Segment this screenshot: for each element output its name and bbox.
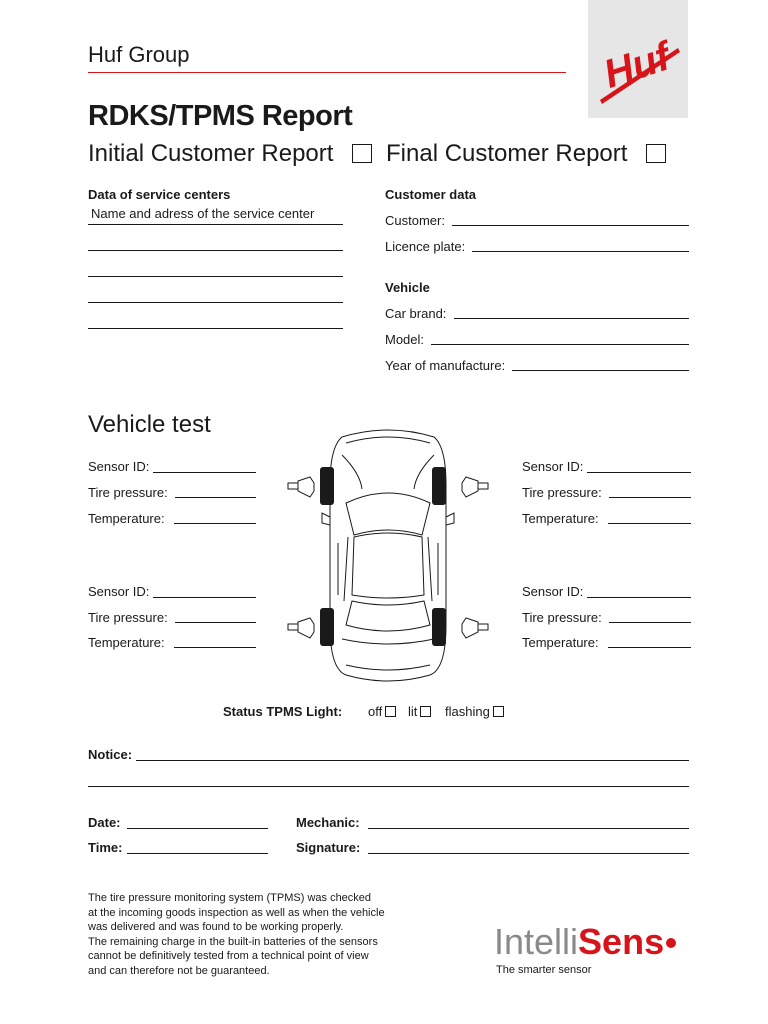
car-brand-label: Car brand: [385, 306, 447, 321]
status-off-option[interactable] [368, 704, 396, 719]
rl-tire-pressure-field[interactable] [175, 622, 256, 623]
rl-temperature-label: Temperature: [88, 635, 165, 650]
fl-temperature-label: Temperature: [88, 511, 165, 526]
date-label: Date: [88, 815, 121, 830]
rl-sensor-id-label: Sensor ID: [88, 584, 150, 599]
fl-temperature-field[interactable] [174, 523, 256, 524]
fl-sensor-id-field[interactable] [153, 472, 256, 473]
final-report-label: Final Customer Report [386, 140, 628, 167]
customer-data-heading: Customer data [385, 187, 477, 202]
year-label: Year of manufacture: [385, 358, 506, 373]
year-field[interactable] [512, 370, 689, 371]
signature-field[interactable] [368, 853, 689, 854]
time-field[interactable] [127, 853, 268, 854]
status-tpms-label: Status TPMS Light: [223, 704, 343, 719]
rr-sensor-id-field[interactable] [587, 597, 691, 598]
customer-label: Customer: [385, 213, 445, 228]
fl-tire-pressure-field[interactable] [175, 497, 256, 498]
time-label: Time: [88, 840, 123, 855]
rl-sensor-id-field[interactable] [153, 597, 256, 598]
disclaimer-line: and can therefore not be guaranteed. [88, 964, 270, 977]
intellisens-logo [494, 922, 676, 976]
model-label: Model: [385, 332, 425, 347]
rr-sensor-id-label: Sensor ID: [522, 584, 584, 599]
car-brand-field[interactable] [454, 318, 689, 319]
service-center-line-4[interactable] [88, 302, 343, 303]
intellisens-tagline: The smarter sensor [496, 964, 592, 976]
service-center-line-5[interactable] [88, 328, 343, 329]
fl-sensor-id-label: Sensor ID: [88, 459, 150, 474]
notice-label: Notice: [88, 747, 133, 762]
final-report-checkbox[interactable] [646, 144, 666, 163]
rr-temperature-field[interactable] [608, 647, 691, 648]
rl-tire-pressure-label: Tire pressure: [88, 610, 168, 625]
car-diagram [280, 425, 495, 685]
rl-temperature-field[interactable] [174, 647, 256, 648]
notice-field-1[interactable] [136, 760, 689, 761]
intellisens-logo-part2: Sens [578, 921, 665, 962]
fr-tire-pressure-label: Tire pressure: [522, 485, 602, 500]
service-center-line-1[interactable] [88, 224, 343, 225]
model-field[interactable] [431, 344, 689, 345]
initial-report-checkbox[interactable] [352, 144, 372, 163]
fr-temperature-field[interactable] [608, 523, 691, 524]
status-flashing-option[interactable] [445, 704, 504, 719]
disclaimer-line: cannot be definitively tested from a technical point of view [88, 950, 369, 963]
status-lit-option[interactable] [408, 704, 431, 719]
status-lit-label: lit [408, 704, 418, 719]
rr-tire-pressure-field[interactable] [609, 622, 691, 623]
status-off-label: off [368, 704, 383, 719]
fr-sensor-id-field[interactable] [587, 472, 691, 473]
final-report-option[interactable] [386, 140, 666, 168]
customer-field[interactable] [452, 225, 689, 226]
rr-temperature-label: Temperature: [522, 635, 599, 650]
disclaimer-line: was delivered and was found to be working properly. [88, 921, 344, 934]
fr-temperature-label: Temperature: [522, 511, 599, 526]
brand-name: Huf Group [88, 42, 190, 67]
intellisens-logo-dot [666, 938, 676, 948]
status-off-checkbox[interactable] [385, 706, 396, 717]
disclaimer-line: The tire pressure monitoring system (TPMS) was checked [88, 892, 372, 904]
date-field[interactable] [127, 828, 268, 829]
disclaimer-line: at the incoming goods inspection as well as when the vehicle [88, 906, 385, 919]
header-rule [88, 72, 566, 73]
disclaimer-line: The remaining charge in the built-in batteries of the sensors [88, 935, 378, 948]
service-centers-heading: Data of service centers [88, 187, 231, 202]
signature-label: Signature: [296, 840, 361, 855]
licence-plate-field[interactable] [472, 251, 689, 252]
intellisens-logo-part1: Intelli [494, 921, 579, 962]
initial-report-option[interactable] [88, 140, 372, 168]
mechanic-field[interactable] [368, 828, 689, 829]
notice-field-2[interactable] [88, 786, 689, 787]
huf-logo [588, 0, 688, 118]
fr-sensor-id-label: Sensor ID: [522, 459, 584, 474]
page-title: RDKS/TPMS Report [88, 100, 353, 132]
mechanic-label: Mechanic: [296, 815, 360, 830]
rr-tire-pressure-label: Tire pressure: [522, 610, 602, 625]
service-center-line-2[interactable] [88, 250, 343, 251]
logo-text: Huf [598, 34, 676, 97]
fr-tire-pressure-field[interactable] [609, 497, 691, 498]
vehicle-test-heading: Vehicle test [88, 411, 211, 438]
fl-tire-pressure-label: Tire pressure: [88, 485, 168, 500]
vehicle-heading: Vehicle [385, 280, 430, 295]
licence-plate-label: Licence plate: [385, 239, 466, 254]
status-flashing-label: flashing [445, 704, 490, 719]
service-center-line-3[interactable] [88, 276, 343, 277]
disclaimer [88, 891, 385, 979]
status-flashing-checkbox[interactable] [493, 706, 504, 717]
status-lit-checkbox[interactable] [420, 706, 431, 717]
initial-report-label: Initial Customer Report [88, 140, 334, 167]
service-center-name-label: Name and adress of the service center [91, 206, 315, 221]
